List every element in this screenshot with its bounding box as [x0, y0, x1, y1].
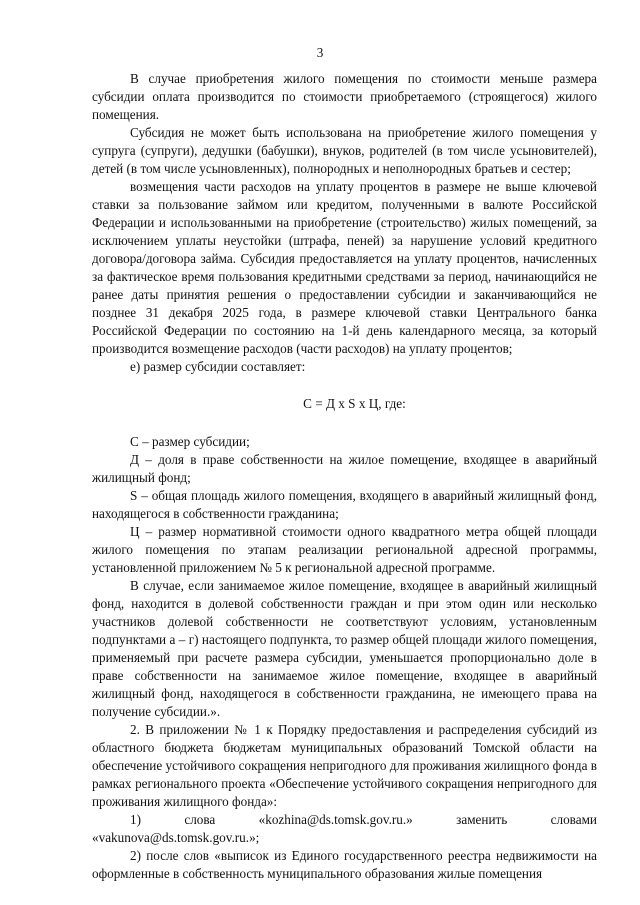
- paragraph: 2. В приложении № 1 к Порядку предоставления и распределения субсидий из областного бюджета бюджетам муниципальных образований Томской области на обеспечение устойчивого сокращения непригодного для проживания жилищного фонда в рамках регионального проекта «Обеспечение устойчивого сокращения непригодного для проживания жилищного фонда»:: [92, 722, 597, 809]
- formula: С = Д х S х Ц, где:: [303, 396, 406, 411]
- paragraph: возмещения части расходов на уплату процентов в размере не выше ключевой ставки за пользование займом или кредитом, полученными в валюте Российской Федерации и использованными на приобретение (строительство) жилых помещений, за исключением уплаты неустойки (штрафа, пеней) за нарушение условий кредитного договора/договора займа. Субсидия предоставляется на уплату процентов, начисленных за фактическое время пользования кредитными средствами за период, начинающийся не ранее даты принятия решения о предоставлении субсидии и заканчивающийся не позднее 31 декабря 2025 года, в размере ключевой ставки Центрального банка Российской Федерации по состоянию на 1-й день календарного месяца, за который производится возмещение расходов (части расходов) на уплату процентов;: [92, 179, 597, 356]
- paragraph: Субсидия не может быть использована на приобретение жилого помещения у супруга (супруги), дедушки (бабушки), внуков, родителей (в том числе усыновителей), детей (в том числе усыновленных), полнородных и неполнородных братьев и сестер;: [92, 125, 597, 176]
- paragraph: е) размер субсидии составляет:: [130, 359, 306, 374]
- paragraph: 2) после слов «выписок из Единого государственного реестра недвижимости на оформленные в собственность муниципального образования жилые помещения: [92, 848, 597, 881]
- definition-paragraph: Д – доля в праве собственности на жилое помещение, входящее в аварийный жилищный фонд;: [92, 452, 597, 485]
- definition-paragraph: S – общая площадь жилого помещения, входящего в аварийный жилищный фонд, находящегося в собственности гражданина;: [92, 488, 597, 521]
- definition-paragraph: Ц – размер нормативной стоимости одного квадратного метра общей площади жилого помещения по этапам реализации региональной адресной программы, установленной приложением № 5 к региональной адресной программе.: [92, 524, 597, 575]
- document-body: [92, 70, 597, 883]
- definition-paragraph: С – размер субсидии;: [130, 434, 250, 449]
- paragraph: В случае приобретения жилого помещения по стоимости меньше размера субсидии оплата производится по стоимости приобретаемого (строящегося) жилого помещения.: [92, 71, 597, 122]
- paragraph: В случае, если занимаемое жилое помещение, входящее в аварийный жилищный фонд, находится в долевой собственности граждан и при этом один или несколько участников долевой собственности не соответствуют условиям, установленным подпунктами а – г) настоящего подпункта, то размер общей площади жилого помещения, применяемый при расчете размера субсидии, уменьшается пропорционально доле в праве собственности на занимаемое жилое помещение, входящее в аварийный жилищный фонд, находящегося в собственности гражданина, не имеющего права на получение субсидии.».: [92, 578, 597, 719]
- page-number: 3: [316, 45, 324, 60]
- paragraph: 1) слова «kozhina@ds.tomsk.gov.ru.» заменить словами «vakunova@ds.tomsk.gov.ru.»;: [92, 812, 597, 845]
